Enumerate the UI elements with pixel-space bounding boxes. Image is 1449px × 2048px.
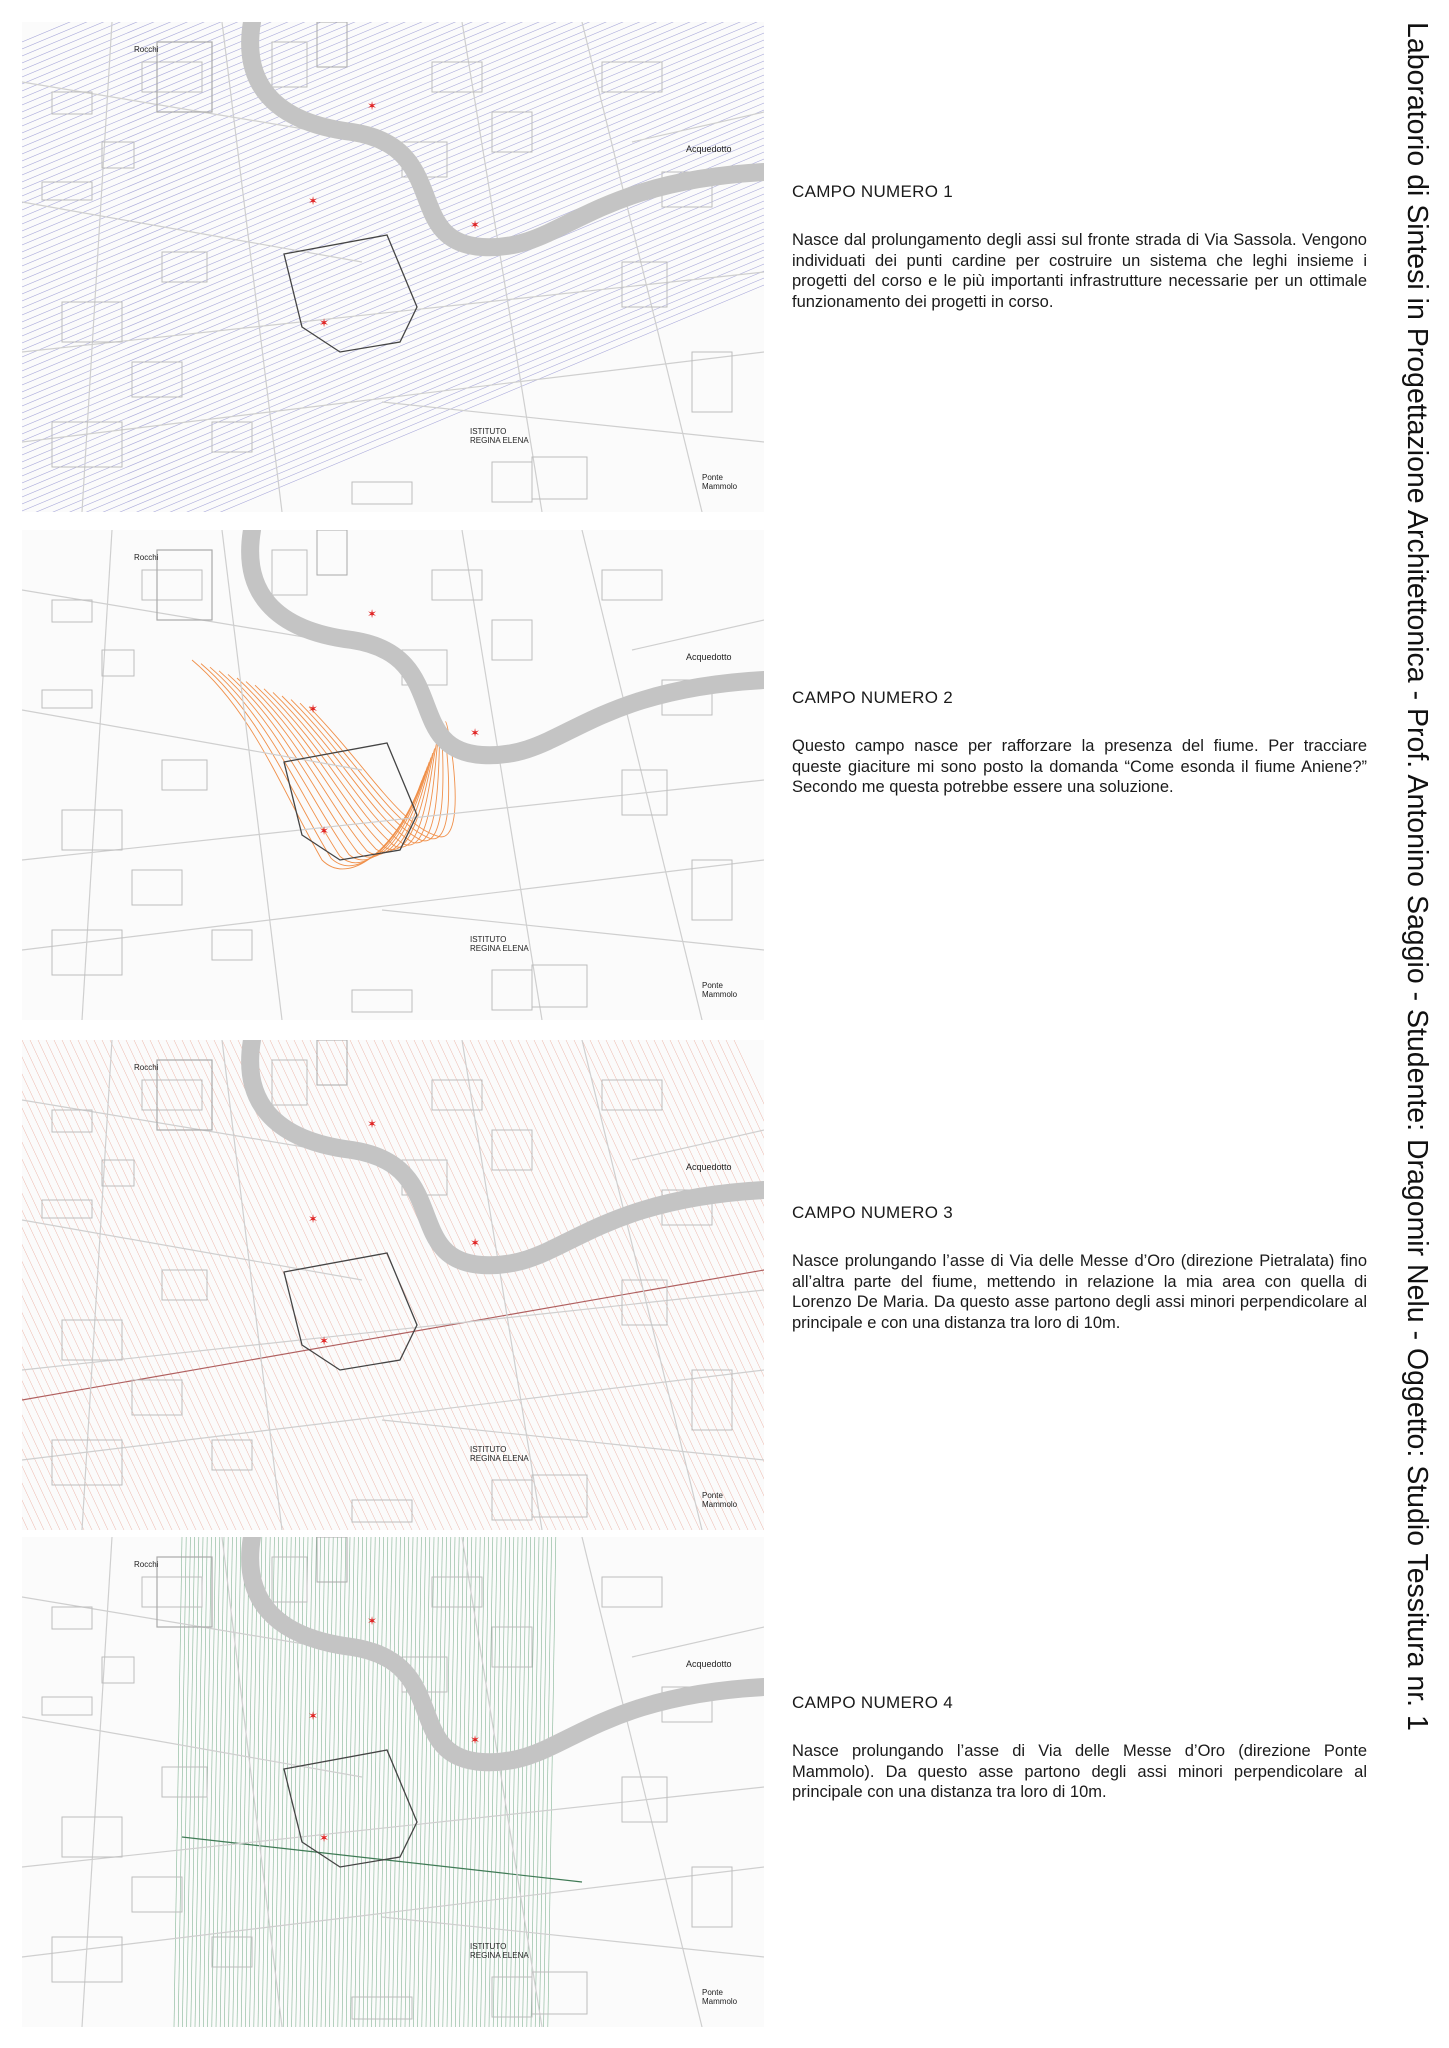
campo-title: CAMPO NUMERO 4 <box>792 1693 953 1712</box>
campo-panel-4 <box>0 1537 1449 2037</box>
marker-point: ✶ <box>308 194 319 208</box>
map-label-institute_2: REGINA ELENA <box>470 944 529 953</box>
map-label-rocchi: Rocchi <box>134 45 159 54</box>
campo-description <box>792 1203 1367 1334</box>
campo-description <box>792 1693 1367 1803</box>
campo-title: CAMPO NUMERO 1 <box>792 182 953 201</box>
marker-point: ✶ <box>319 1334 330 1348</box>
base-map <box>22 22 764 512</box>
map-label-institute_2: REGINA ELENA <box>470 436 529 445</box>
marker-point: ✶ <box>308 1709 319 1723</box>
sports-field <box>157 550 212 620</box>
base-map <box>22 1537 764 2027</box>
marker-point: ✶ <box>470 218 481 232</box>
site-map-2 <box>22 530 764 1020</box>
marker-point: ✶ <box>319 1831 330 1845</box>
map-label-ponte: Ponte <box>702 1988 723 1997</box>
marker-point: ✶ <box>319 316 330 330</box>
marker-point: ✶ <box>470 1733 481 1747</box>
map-label-aqueduct: Acquedotto <box>686 1162 732 1172</box>
campo-text: Questo campo nasce per rafforzare la presenza del fiume. Per tracciare queste giaciture mi sono posto la domanda “Come esonda il fiume Aniene?” Secondo me questa potrebbe essere una soluzione. <box>792 737 1367 797</box>
marker-point: ✶ <box>367 99 378 113</box>
side-title-text: Laboratorio di Sintesi in Progettazione Architettonica - Prof. Antonino Saggio - Studente: Dragomir Nelu - Oggetto: Studio Tessitura nr. 1 <box>1401 22 1433 1731</box>
map-label-mammolo: Mammolo <box>702 1997 738 2006</box>
base-map <box>22 530 764 1020</box>
map-drawing <box>22 22 764 512</box>
map-label-institute_2: REGINA ELENA <box>470 1454 529 1463</box>
tessitura-overlay <box>22 22 764 512</box>
map-label-rocchi: Rocchi <box>134 553 159 562</box>
campo-title: CAMPO NUMERO 3 <box>792 1203 953 1222</box>
map-label-institute: ISTITUTO <box>470 1445 507 1454</box>
project-area <box>284 235 417 352</box>
campo-text: Nasce prolungando l’asse di Via delle Messe d’Oro (direzione Ponte Mammolo). Da questo asse partono degli assi minori perpendicolare al principale con una distanza tra loro di 10m. <box>792 1742 1367 1802</box>
tessitura-overlay <box>22 1040 764 1530</box>
map-label-mammolo: Mammolo <box>702 482 738 491</box>
marker-point: ✶ <box>367 1614 378 1628</box>
campo-description <box>792 182 1367 313</box>
tennis-court <box>317 530 347 575</box>
campo-text: Nasce prolungando l’asse di Via delle Messe d’Oro (direzione Pietralata) fino all’altra parte del fiume, mettendo in relazione la mia area con quella di Lorenzo De Maria. Da questo asse partono degli assi minori perpendicolare al principale e con una distanza tra loro di 10m. <box>792 1252 1367 1332</box>
campo-panel-2 <box>0 530 1449 1030</box>
campo-panel-3 <box>0 1040 1449 1540</box>
map-label-rocchi: Rocchi <box>134 1560 159 1569</box>
tennis-court <box>317 1040 347 1085</box>
sports-field <box>157 1060 212 1130</box>
map-drawing <box>22 530 764 1020</box>
map-label-institute: ISTITUTO <box>470 935 507 944</box>
marker-point: ✶ <box>470 726 481 740</box>
map-label-mammolo: Mammolo <box>702 1500 738 1509</box>
tennis-court <box>317 1537 347 1582</box>
marker-point: ✶ <box>367 1117 378 1131</box>
sports-field <box>157 42 212 112</box>
river <box>250 530 764 755</box>
map-label-aqueduct: Acquedotto <box>686 652 732 662</box>
map-label-rocchi: Rocchi <box>134 1063 159 1072</box>
map-label-ponte: Ponte <box>702 473 723 482</box>
map-label-ponte: Ponte <box>702 981 723 990</box>
marker-point: ✶ <box>367 607 378 621</box>
map-label-institute_2: REGINA ELENA <box>470 1951 529 1960</box>
site-map-3 <box>22 1040 764 1530</box>
marker-point: ✶ <box>308 702 319 716</box>
map-label-aqueduct: Acquedotto <box>686 1659 732 1669</box>
campo-text: Nasce dal prolungamento degli assi sul fronte strada di Via Sassola. Vengono individuati dei punti cardine per costruire un sistema che leghi insieme i progetti del corso e le più importanti infrastrutture necessarie per un ottimale funzionamento dei progetti in corso. <box>792 231 1367 311</box>
marker-point: ✶ <box>308 1212 319 1226</box>
map-label-aqueduct: Acquedotto <box>686 144 732 154</box>
project-area <box>284 1253 417 1370</box>
river <box>250 1537 764 1762</box>
river <box>250 22 764 247</box>
campo-panel-1 <box>0 22 1449 522</box>
map-label-institute: ISTITUTO <box>470 1942 507 1951</box>
site-map-1 <box>22 22 764 512</box>
map-label-ponte: Ponte <box>702 1491 723 1500</box>
map-drawing <box>22 1537 764 2027</box>
marker-point: ✶ <box>319 824 330 838</box>
marker-point: ✶ <box>470 1236 481 1250</box>
map-label-mammolo: Mammolo <box>702 990 738 999</box>
map-drawing <box>22 1040 764 1530</box>
map-label-institute: ISTITUTO <box>470 427 507 436</box>
campo-description <box>792 688 1367 798</box>
campo-title: CAMPO NUMERO 2 <box>792 688 953 707</box>
sports-field <box>157 1557 212 1627</box>
site-map-4 <box>22 1537 764 2027</box>
